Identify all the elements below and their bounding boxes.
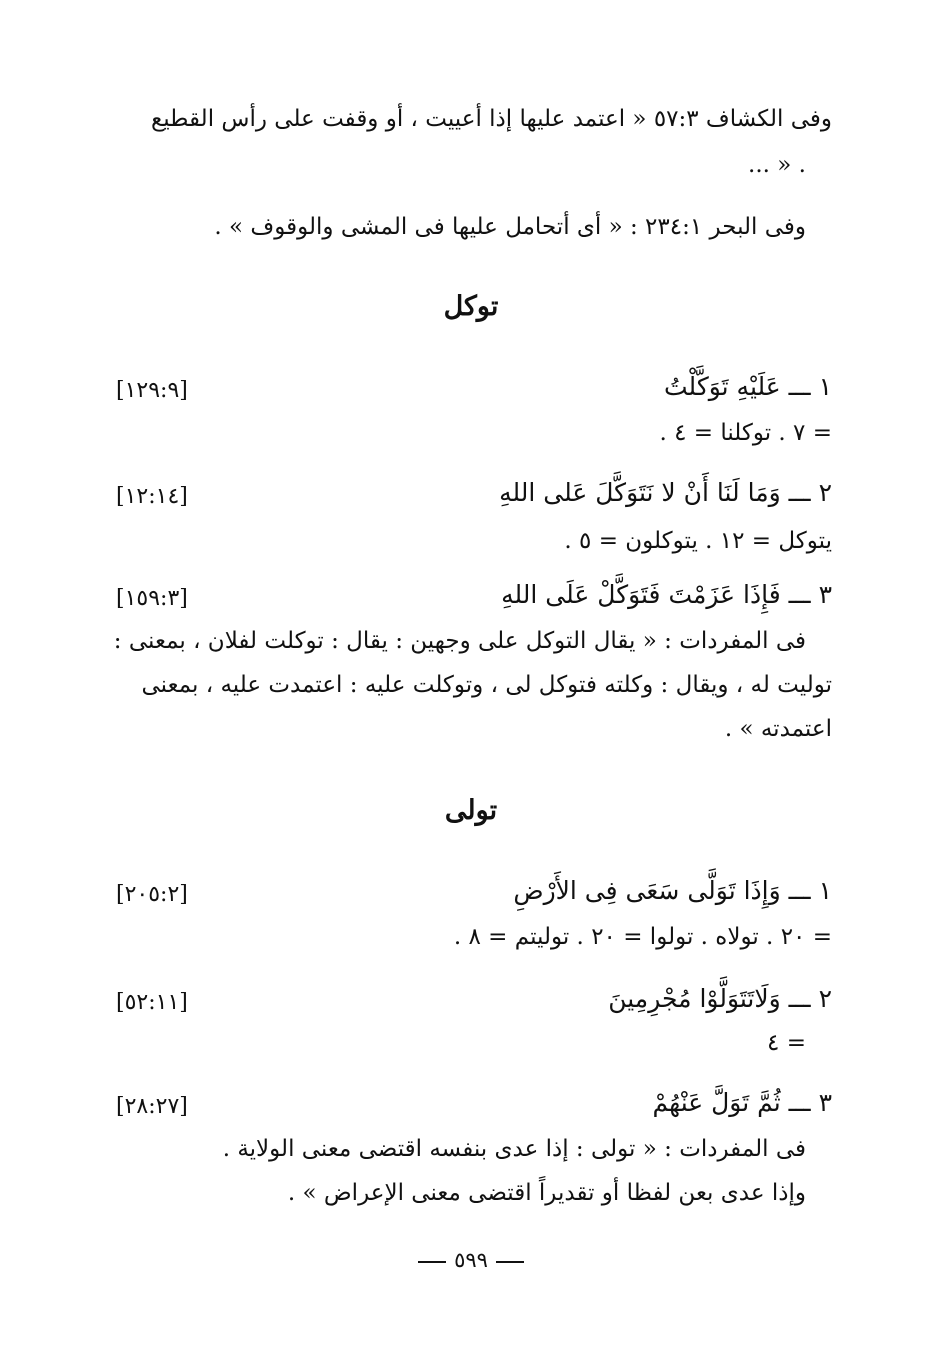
commentary-line: اعتمدته » . — [724, 716, 832, 742]
page-number-value: ٥٩٩ — [454, 1248, 488, 1272]
verse-reference-2: [١٢:١٤] — [116, 484, 188, 509]
verse-entry-1: ١ ـــ وَإِذَا تَوَلَّى سَعَى فِى الأَرْضِ — [513, 876, 832, 905]
verse-entry-2: ٢ ـــ وَمَا لَنَا أَنْ لا نَتَوَكَّلَ عَلى اللهِ — [499, 478, 832, 507]
commentary-line: توليت له ، ويقال : وكلته فتوكل لى ، وتوكلت عليه : اعتمدت عليه ، بمعنى — [141, 672, 832, 698]
verse-reference-3: [٢٨:٢٧] — [116, 1094, 188, 1119]
commentary-line: فى المفردات : « يقال التوكل على وجهين : يقال : توكلت لفلان ، بمعنى : — [113, 628, 806, 654]
page-number-dash — [496, 1261, 524, 1263]
intro-line-3: وفى البحر ٢٣٤:١ : « أى أتحامل عليها فى المشى والوقوف » . — [214, 214, 806, 240]
verse-note-1: = ٢٠ . تولاه . تولوا = ٢٠ . توليتم = ٨ . — [453, 924, 832, 950]
verse-entry-2: ٢ ـــ وَلَاتَتَوَلَّوْا مُجْرِمِينَ — [608, 984, 832, 1013]
verse-note-2: = ٤ — [767, 1030, 806, 1056]
intro-line-2: . « ... — [748, 152, 806, 178]
commentary-line: فى المفردات : « تولى : إذا عدى بنفسه اقتضى معنى الولاية . — [222, 1136, 806, 1162]
section-heading-tawalla: تولى — [444, 795, 498, 826]
commentary-line: وإذا عدى بعن لفظا أو تقديراً اقتضى معنى الإعراض » . — [287, 1180, 806, 1206]
verse-note-1: = ٧ . توكلنا = ٤ . — [659, 420, 832, 446]
verse-reference-1: [٢٠٥:٢] — [116, 882, 188, 907]
verse-reference-2: [٥٢:١١] — [116, 990, 188, 1015]
page-number — [0, 1246, 942, 1274]
verse-entry-3: ٣ ـــ ثُمَّ تَوَلَّ عَنْهُمْ — [652, 1088, 832, 1117]
page-number-dash — [418, 1261, 446, 1263]
verse-entry-1: ١ ـــ عَلَيْهِ تَوَكَّلْتُ — [664, 372, 832, 401]
verse-reference-3: [١٥٩:٣] — [116, 586, 188, 611]
verse-note-2: يتوكل = ١٢ . يتوكلون = ٥ . — [564, 528, 832, 554]
intro-line-1: وفى الكشاف ٥٧:٣ « اعتمد عليها إذا أعييت ، أو وقفت على رأس القطيع — [151, 106, 832, 132]
verse-reference-1: [١٢٩:٩] — [116, 378, 188, 403]
verse-entry-3: ٣ ـــ فَإِذَا عَزَمْتَ فَتَوَكَّلْ عَلَى اللهِ — [501, 580, 832, 609]
section-heading-tawakkal: توكل — [443, 291, 499, 322]
